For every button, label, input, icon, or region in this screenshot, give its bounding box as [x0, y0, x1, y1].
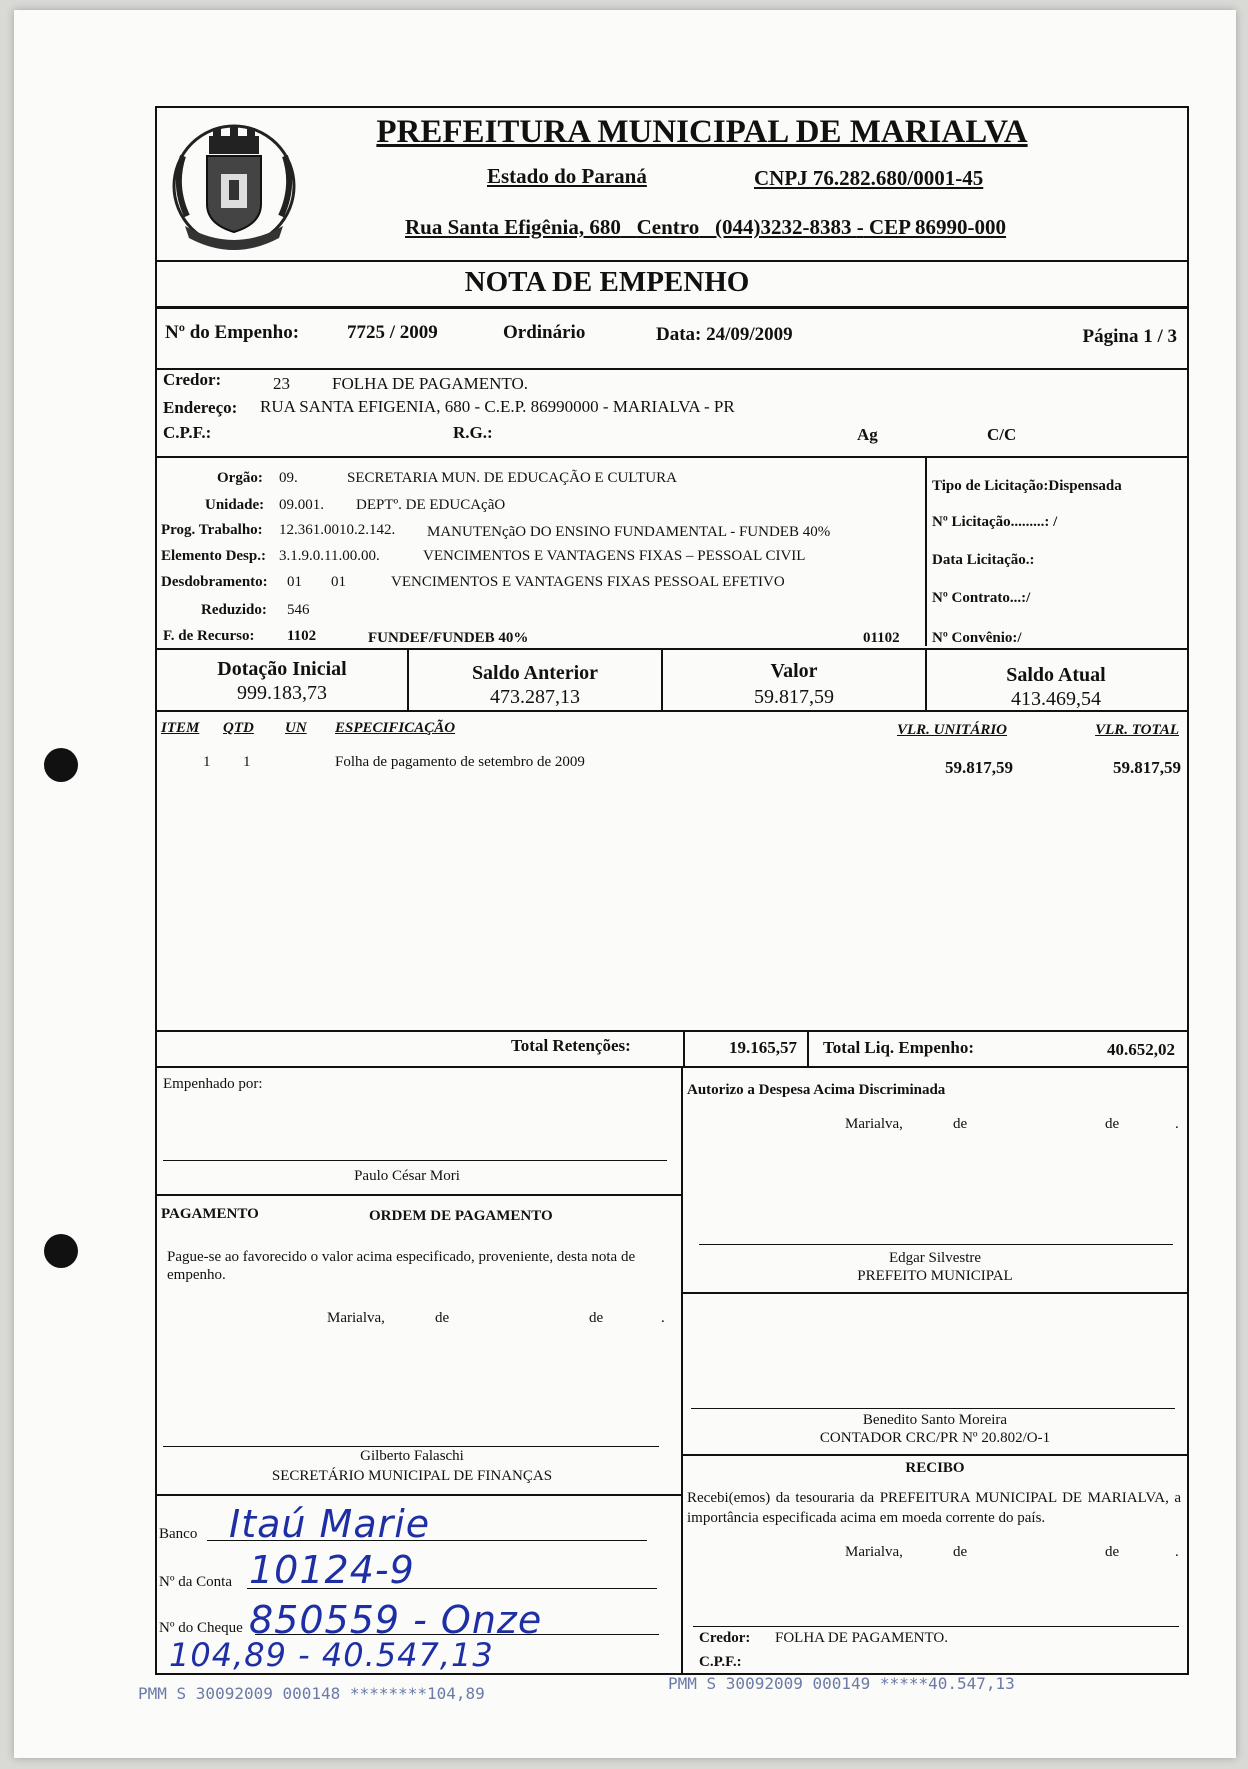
- col-header-vlr-total: VLR. TOTAL: [1095, 722, 1179, 738]
- rg-label: R.G.:: [453, 423, 493, 442]
- recurso-code: 1102: [287, 628, 317, 644]
- empenho-number: 7725 / 2009: [347, 322, 438, 343]
- contrato-numero: Nº Contrato...:/: [932, 590, 1031, 606]
- banco-handwritten: Itaú Marie: [229, 1502, 431, 1546]
- recibo-text: Recebi(emos) da tesouraria da PREFEITURA MUNICIPAL DE MARIALVA, a importância especificada acima em moeda corrente do país.: [687, 1490, 1181, 1526]
- cc-label: C/C: [987, 425, 1017, 444]
- header-title: PREFEITURA MUNICIPAL DE MARIALVA: [376, 114, 1028, 150]
- elemento-label: Elemento Desp.:: [161, 548, 266, 564]
- nota-empenho-form: [155, 106, 1189, 1675]
- recibo-period: .: [1175, 1544, 1179, 1560]
- header-cep: CEP 86990-000: [868, 215, 1007, 239]
- valor-label: Valor: [770, 660, 818, 682]
- recibo-place: Marialva,: [845, 1544, 903, 1560]
- cpf-label: C.P.F.:: [163, 423, 212, 442]
- recibo-de-2: de: [1105, 1544, 1120, 1560]
- credor-code: 23: [273, 374, 290, 393]
- recurso-label: F. de Recurso:: [163, 628, 255, 644]
- conta-label: Nº da Conta: [159, 1574, 232, 1590]
- header-address: [405, 215, 1006, 240]
- row-vlr-total: 59.817,59: [1113, 758, 1181, 777]
- secretario-name: Gilberto Falaschi: [360, 1448, 464, 1464]
- recibo-label: RECIBO: [905, 1460, 965, 1476]
- secretario-title: SECRETÁRIO MUNICIPAL DE FINANÇAS: [271, 1468, 553, 1484]
- header-state: Estado do Paraná: [487, 164, 647, 188]
- header-cnpj: CNPJ 76.282.680/0001-45: [754, 166, 984, 190]
- header-district: Centro: [636, 215, 700, 239]
- recurso-number: 01102: [863, 630, 900, 646]
- empenhado-por-label: Empenhado por:: [163, 1076, 263, 1092]
- recibo-credor-value: FOLHA DE PAGAMENTO.: [775, 1630, 948, 1646]
- valor-value: 59.817,59: [754, 686, 834, 708]
- total-liquido-label: Total Liq. Empenho:: [823, 1038, 974, 1057]
- empenho-number-label: Nº do Empenho:: [165, 322, 300, 343]
- pagamento-de-2: de: [589, 1310, 604, 1326]
- ag-label: Ag: [857, 425, 878, 444]
- desdobramento-value: VENCIMENTOS E VANTAGENS FIXAS PESSOAL EFETIVO: [391, 574, 785, 590]
- reduzido-value: 546: [287, 602, 310, 618]
- contador-title: CONTADOR CRC/PR Nº 20.802/O-1: [819, 1430, 1051, 1446]
- prog-value: MANUTENçãO DO ENSINO FUNDAMENTAL - FUNDEB 40%: [427, 524, 831, 540]
- pagamento-de-1: de: [435, 1310, 450, 1326]
- punch-hole-top: [44, 748, 78, 782]
- municipal-coat-of-arms-icon: [165, 116, 303, 252]
- pagamento-place: Marialva,: [327, 1310, 385, 1326]
- empenho-page: Página 1 / 3: [1082, 326, 1177, 347]
- col-header-especificacao: ESPECIFICAÇÃO: [335, 720, 456, 736]
- total-liquido-value: 40.652,02: [1107, 1040, 1175, 1059]
- col-header-qtd: QTD: [223, 720, 254, 736]
- empenhado-por-name: Paulo César Mori: [354, 1168, 460, 1184]
- recurso-value: FUNDEF/FUNDEB 40%: [368, 630, 529, 646]
- autorizo-de-1: de: [953, 1116, 968, 1132]
- conta-handwritten: 10124-9: [249, 1548, 415, 1592]
- row-item: 1: [203, 754, 211, 770]
- licitacao-tipo: Tipo de Licitação:Dispensada: [932, 478, 1122, 494]
- cheque-handwritten: 850559 - Onze: [249, 1598, 543, 1642]
- elemento-code: 3.1.9.0.11.00.00.: [279, 548, 380, 564]
- total-retencoes-label: Total Retenções:: [511, 1036, 631, 1055]
- col-header-vlr-unitario: VLR. UNITÁRIO: [897, 722, 1008, 738]
- unidade-value: DEPTº. DE EDUCAçãO: [356, 497, 506, 513]
- col-header-un: UN: [285, 720, 307, 736]
- recibo-cpf-label: C.P.F.:: [699, 1654, 742, 1670]
- prog-label: Prog. Trabalho:: [161, 522, 263, 538]
- banco-label: Banco: [159, 1526, 198, 1542]
- empenho-type: Ordinário: [503, 322, 586, 343]
- saldo-atual-label: Saldo Atual: [1006, 664, 1106, 686]
- saldo-anterior-value: 473.287,13: [490, 686, 580, 708]
- punch-hole-bottom: [44, 1234, 78, 1268]
- cheque-label: Nº do Cheque: [159, 1620, 243, 1636]
- endereco-value: RUA SANTA EFIGENIA, 680 - C.E.P. 86990000 - MARIALVA - PR: [260, 397, 735, 416]
- licitacao-data: Data Licitação.:: [932, 552, 1035, 568]
- document-page: [14, 10, 1236, 1758]
- orgao-code: 09.: [279, 470, 298, 486]
- bank-stamp-left: PMM S 30092009 000148 ********104,89: [138, 1684, 485, 1703]
- unidade-code: 09.001.: [279, 497, 324, 513]
- convenio-numero: Nº Convênio:/: [932, 630, 1022, 646]
- endereco-label: Endereço:: [163, 398, 238, 417]
- reduzido-label: Reduzido:: [201, 602, 267, 618]
- header-phone: (044)3232-8383: [714, 215, 852, 239]
- pagamento-period: .: [661, 1310, 665, 1326]
- empenho-date: Data: 24/09/2009: [656, 324, 793, 345]
- pague-se-text: Pague-se ao favorecido o valor acima especificado, proveniente, desta nota de empenho.: [167, 1249, 636, 1283]
- autorizo-de-2: de: [1105, 1116, 1120, 1132]
- autorizo-label: Autorizo a Despesa Acima Discriminada: [687, 1082, 946, 1098]
- desdobramento-label: Desdobramento:: [161, 574, 268, 590]
- licitacao-numero: Nº Licitação.........: /: [932, 514, 1058, 530]
- document-title: NOTA DE EMPENHO: [464, 266, 750, 298]
- saldo-anterior-label: Saldo Anterior: [471, 662, 599, 684]
- recibo-de-1: de: [953, 1544, 968, 1560]
- header-street: Rua Santa Efigênia, 680: [405, 215, 621, 239]
- contador-name: Benedito Santo Moreira: [862, 1412, 1008, 1428]
- desdobramento-code-1: 01: [287, 574, 302, 590]
- recibo-credor-label: Credor:: [699, 1630, 751, 1646]
- credor-label: Credor:: [163, 370, 222, 389]
- ordem-pagamento-label: ORDEM DE PAGAMENTO: [369, 1208, 553, 1224]
- pagamento-label: PAGAMENTO: [161, 1206, 259, 1222]
- prefeito-name: Edgar Silvestre: [888, 1250, 982, 1266]
- total-retencoes-value: 19.165,57: [729, 1038, 797, 1057]
- bank-stamp-right: PMM S 30092009 000149 *****40.547,13: [668, 1674, 1015, 1693]
- orgao-label: Orgão:: [217, 470, 263, 486]
- saldo-atual-value: 413.469,54: [1011, 688, 1101, 710]
- unidade-label: Unidade:: [205, 497, 265, 513]
- credor-name: FOLHA DE PAGAMENTO.: [332, 374, 528, 393]
- elemento-value: VENCIMENTOS E VANTAGENS FIXAS – PESSOAL CIVIL: [423, 548, 806, 564]
- autorizo-place: Marialva,: [845, 1116, 903, 1132]
- dotacao-label: Dotação Inicial: [217, 658, 347, 680]
- cheque-amount-handwritten: 104,89 - 40.547,13: [169, 1636, 494, 1674]
- row-qtd: 1: [243, 754, 251, 770]
- header-separator: -: [856, 215, 864, 239]
- prog-code: 12.361.0010.2.142.: [279, 522, 396, 538]
- dotacao-value: 999.183,73: [237, 682, 327, 704]
- orgao-value: SECRETARIA MUN. DE EDUCAÇÃO E CULTURA: [347, 470, 677, 486]
- autorizo-period: .: [1175, 1116, 1179, 1132]
- row-especificacao: Folha de pagamento de setembro de 2009: [335, 754, 585, 770]
- prefeito-title: PREFEITO MUNICIPAL: [857, 1268, 1013, 1284]
- row-vlr-unitario: 59.817,59: [945, 758, 1013, 777]
- col-header-item: ITEM: [161, 720, 200, 736]
- desdobramento-code-2: 01: [331, 574, 346, 590]
